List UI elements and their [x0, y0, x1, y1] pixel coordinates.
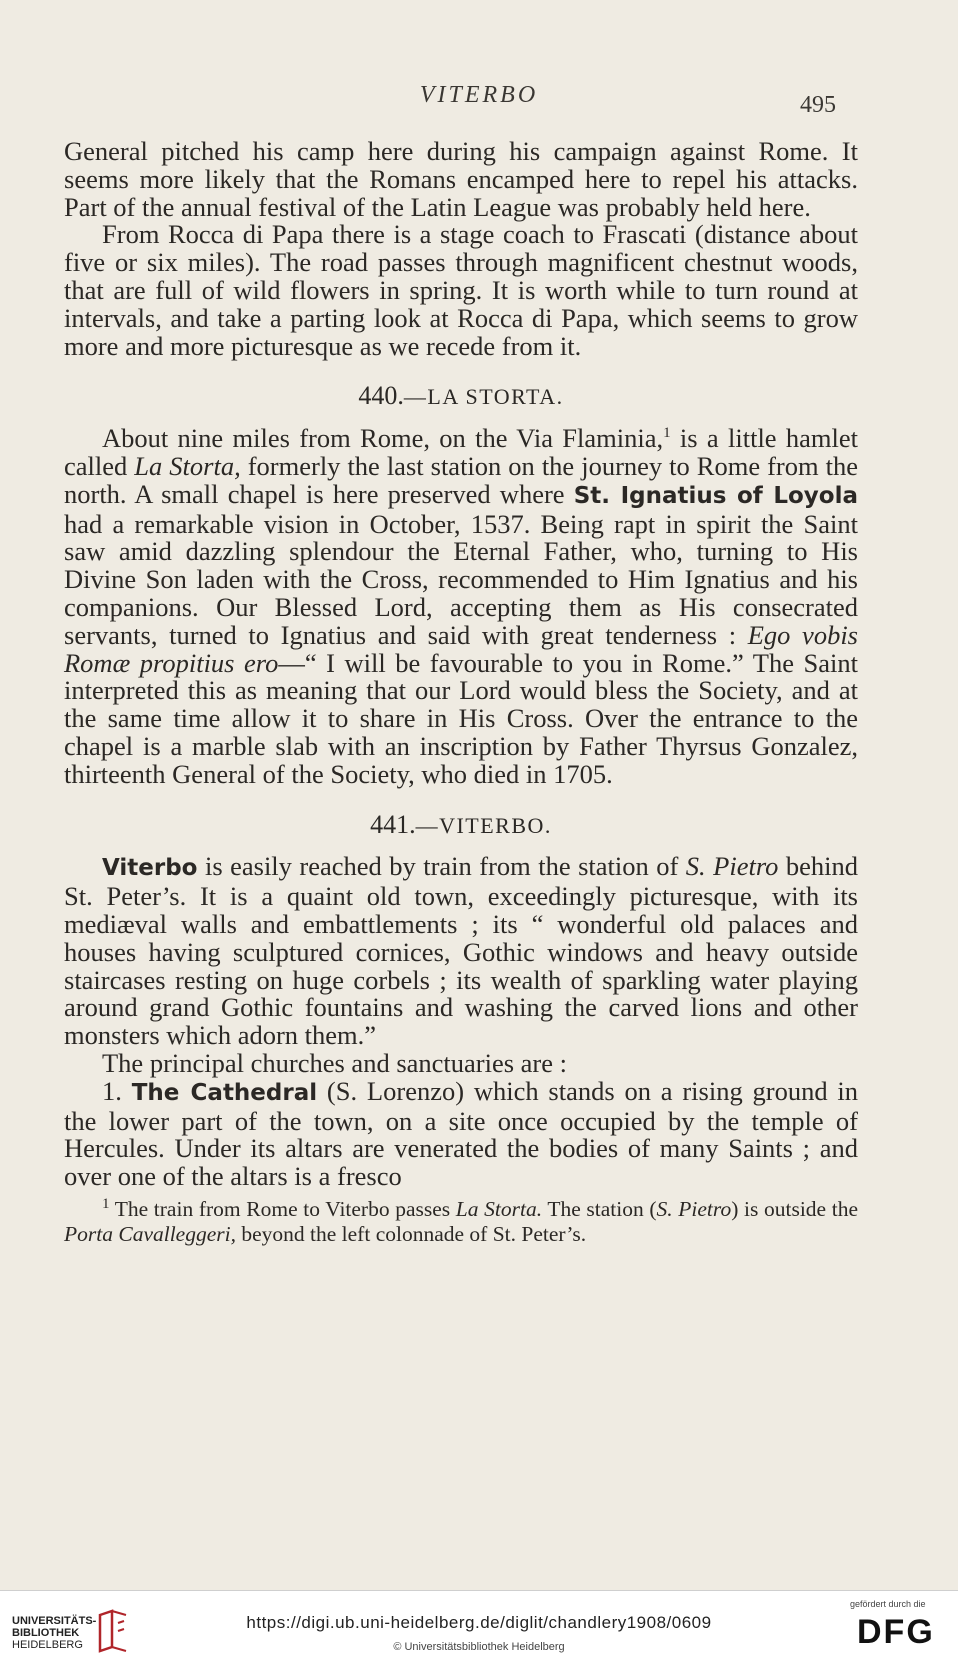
section-number: 441.: [370, 809, 416, 839]
library-name-line: UNIVERSITÄTS-: [12, 1615, 97, 1627]
bold-name: The Cathedral: [131, 1079, 318, 1106]
italic-run: Porta Cavalleggeri,: [64, 1221, 236, 1246]
section-title: —LA STORTA.: [403, 384, 564, 410]
text-run: is easily reached by train from the station of: [197, 851, 686, 882]
text-run: The station (: [542, 1196, 657, 1221]
page-body: [64, 138, 858, 1247]
text-run: behind St. Peter’s. It is a quaint old town, exceedingly picturesque, with its mediæval walls and embattlements ; its “ wonderful old palaces and houses having sculptured cornices, Gothic windows and heavy outside staircases resting on huge corbels ; its wealth of sparkling water playing around grand Gothic fountains and washing the carved lions and other monsters which adorn them.”: [64, 851, 859, 1051]
bold-name: St. Ignatius of Loyola: [573, 482, 858, 509]
text-run: About nine miles from Rome, on the Via Flaminia,: [102, 423, 664, 454]
latin-quote: Ego vobis Romæ propitius ero: [64, 619, 858, 678]
section-heading-441: [64, 811, 858, 840]
list-number: 1.: [102, 1075, 132, 1106]
text-run: The train from Rome to Viterbo passes: [109, 1196, 456, 1221]
copyright-notice: © Universitätsbibliothek Heidelberg: [393, 1641, 565, 1653]
paragraph-churches-intro: The principal churches and sanctuaries are :: [102, 1047, 568, 1078]
footnote-text: [64, 1197, 858, 1247]
library-name-line: HEIDELBERG: [12, 1639, 83, 1651]
paragraph-continued: General pitched his camp here during his campaign against Rome. It seems more likely that the Romans encamped here to repel his attacks. Part of the annual festival of the Latin League was probably held here.: [64, 136, 858, 222]
paragraph-la-storta: [64, 425, 858, 788]
section-number: 440.: [358, 381, 404, 411]
section-title: —VITERBO.: [415, 812, 552, 838]
running-head: VITERBO: [419, 82, 539, 108]
text-run: beyond the left colonnade of St. Peter’s.: [235, 1221, 587, 1246]
section-heading-440: [64, 382, 858, 411]
funder-note: gefördert durch die: [850, 1599, 926, 1609]
footnote-mark: 1: [102, 1195, 110, 1212]
footnote-reference: 1: [663, 425, 671, 442]
italic-run: S. Pietro: [685, 851, 779, 882]
text-run: (S. Lorenzo) which stands on a rising ground in the lower part of the town, on a site once occupied by the temple of Hercules. Under its altars are venerated the bodies of many Saints ; and over one of the altars is a fresco: [64, 1075, 859, 1192]
italic-run: La Storta.: [455, 1196, 543, 1221]
footnote: [64, 1197, 858, 1247]
text-run: ) is outside the: [731, 1196, 858, 1221]
library-name-line: BIBLIOTHEK: [12, 1627, 80, 1639]
text-run: had a remarkable vision in October, 1537. Being rapt in spirit the Saint saw amid dazzling splendour the Eternal Father, who, turning to His Divine Son laden with the Cross, recommended to Him Ignatius and his companions. Our Blessed Lord, accepting them as His consecrated servants, turned to Ignatius and said with great tenderness :: [64, 508, 858, 650]
document-url-link[interactable]: https://digi.ub.uni-heidelberg.de/diglit/chandlery1908/0609: [246, 1613, 712, 1632]
text-run: —“ I will be favourable to you in Rome.” The Saint interpreted this as meaning that our Lord would bless the Society, and at the same time allow it to share in His Cross. Over the entrance to the chapel is a marble slab with an inscription by Father Thyrsus Gonzalez, thirteenth General of the Society, who died in 1705.: [64, 647, 858, 789]
text-run: is a little hamlet called: [64, 423, 858, 481]
viewer-footer: [0, 1590, 958, 1661]
dfg-logo: DFG: [857, 1613, 935, 1651]
italic-run: S. Pietro: [656, 1196, 732, 1221]
page-number: 495: [800, 92, 836, 118]
bold-name: Viterbo: [102, 855, 198, 882]
paragraph-frascati: From Rocca di Papa there is a stage coach to Frascati (distance about five or six miles). The road passes through magnificent chestnut woods, that are full of wild flowers in spring. It is worth while to turn round at intervals, and take a parting look at Rocca di Papa, which seems to grow more and more picturesque as we recede from it.: [64, 219, 858, 361]
text-run: formerly the last station on the journey to Rome from the north. A small chapel is here preserved where: [64, 450, 859, 509]
paragraph-cathedral: [64, 1075, 859, 1192]
paragraph-viterbo: [64, 853, 858, 1050]
italic-run: La Storta,: [134, 450, 241, 481]
